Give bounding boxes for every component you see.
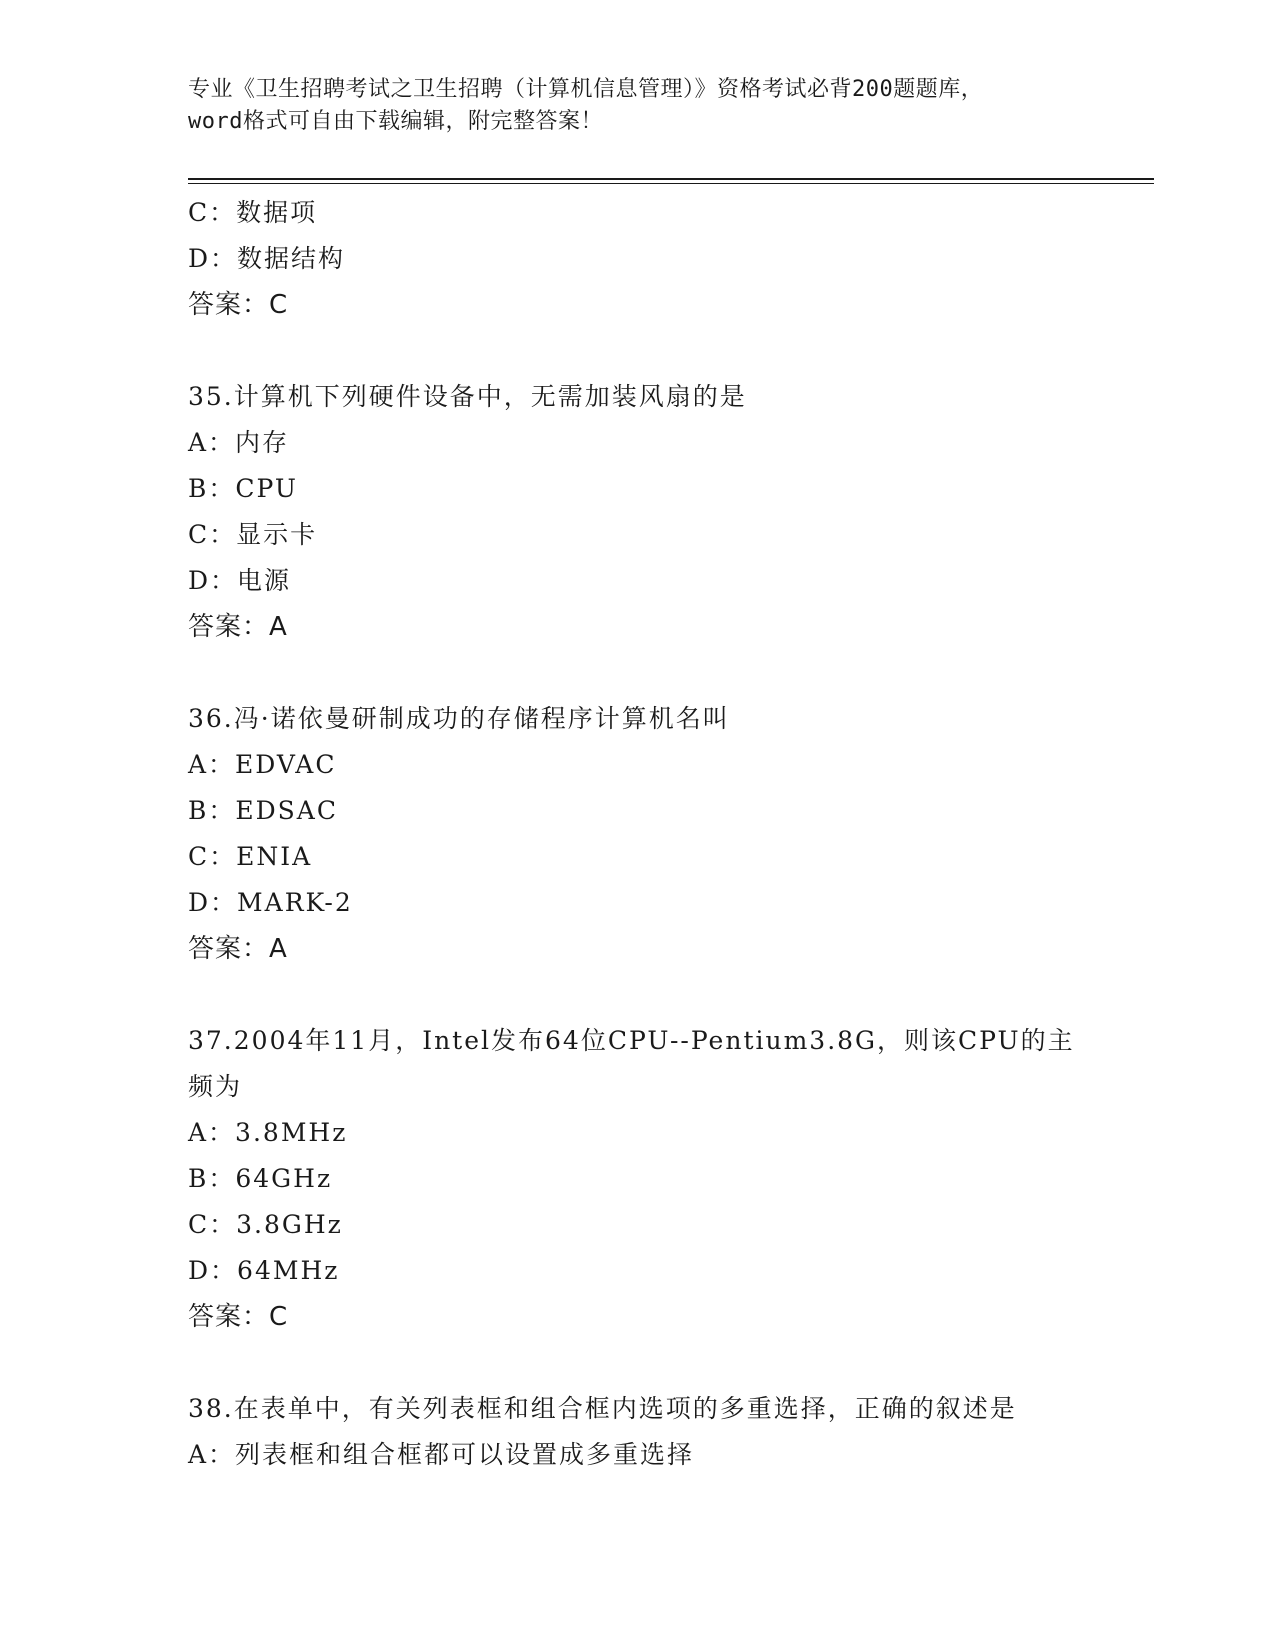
answer: 答案：C	[188, 290, 289, 320]
spacer	[188, 1340, 1088, 1386]
answer: 答案：A	[188, 612, 288, 642]
option-b: B：EDSAC	[188, 796, 338, 825]
document-header	[188, 74, 1088, 138]
question-text-line-2: 频为	[188, 1072, 243, 1101]
answer: 答案：A	[188, 934, 288, 964]
spacer	[188, 650, 1088, 696]
option-a: A：EDVAC	[188, 750, 337, 779]
option-c: C：ENIA	[188, 842, 313, 871]
question-35	[188, 374, 1088, 650]
header-divider-thick	[188, 178, 1154, 180]
header-divider-thin	[188, 183, 1154, 184]
question-34-tail	[188, 190, 1088, 328]
question-37	[188, 1018, 1088, 1340]
question-text: 35.计算机下列硬件设备中，无需加装风扇的是	[188, 382, 747, 411]
option-b: B：CPU	[188, 474, 298, 503]
question-list	[188, 190, 1088, 1478]
option-a: A：3.8MHz	[188, 1118, 348, 1147]
option-d: D：数据结构	[188, 244, 346, 273]
question-text-line-1: 37.2004年11月，Intel发布64位CPU--Pentium3.8G，则该CPU的主	[188, 1026, 1075, 1055]
option-a: A：内存	[188, 428, 290, 457]
option-b: B：64GHz	[188, 1164, 333, 1193]
option-c: C：显示卡	[188, 520, 318, 549]
question-text: 38.在表单中，有关列表框和组合框内选项的多重选择，正确的叙述是	[188, 1394, 1017, 1423]
spacer	[188, 972, 1088, 1018]
question-36	[188, 696, 1088, 972]
option-d: D：MARK-2	[188, 888, 353, 917]
spacer	[188, 328, 1088, 374]
header-title-line-1: 专业《卫生招聘考试之卫生招聘（计算机信息管理）》资格考试必背200题题库，	[188, 77, 984, 102]
option-d: D：电源	[188, 566, 292, 595]
option-d: D：64MHz	[188, 1256, 340, 1285]
option-a: A：列表框和组合框都可以设置成多重选择	[188, 1440, 695, 1469]
answer: 答案：C	[188, 1302, 289, 1332]
option-c: C：数据项	[188, 198, 318, 227]
question-text: 36.冯·诺依曼研制成功的存储程序计算机名叫	[188, 704, 730, 733]
option-c: C：3.8GHz	[188, 1210, 343, 1239]
question-38	[188, 1386, 1088, 1478]
header-title-line-2: word格式可自由下载编辑，附完整答案！	[188, 109, 603, 134]
